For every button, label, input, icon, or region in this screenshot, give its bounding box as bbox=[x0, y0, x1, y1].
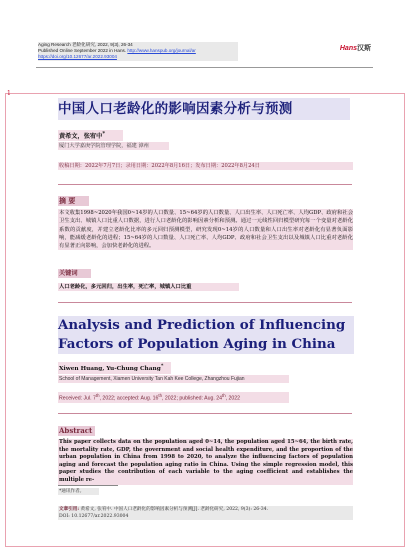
divider-top bbox=[58, 184, 352, 185]
published-sup: th bbox=[222, 393, 226, 398]
journal-header bbox=[38, 42, 238, 61]
chinese-affiliation: 厦门大学嘉庚学院管理学院，福建 漳州 bbox=[58, 142, 169, 150]
citation-label: 文章引用: bbox=[59, 507, 80, 512]
published-online-text: Published Online September 2022 in Hans. bbox=[38, 48, 128, 54]
chinese-title: 中国人口老龄化的影响因素分析与预测 bbox=[58, 98, 350, 120]
header-divider bbox=[36, 67, 373, 68]
english-title: Analysis and Prediction of Influencing Factors of Population Aging in China bbox=[58, 316, 354, 354]
corresponding-author-footnote: *通讯作者。 bbox=[58, 488, 99, 495]
english-authors bbox=[58, 362, 171, 374]
journal-citation-line: Aging Research 老龄化研究, 2022, 9(3), 26-34 bbox=[38, 42, 133, 47]
journal-url-link[interactable]: http://www.hanspub.org/journal/ar bbox=[127, 48, 196, 54]
hans-publisher-logo bbox=[340, 43, 371, 53]
doi-link[interactable]: https://doi.org/10.12677/ar.2022.93004 bbox=[38, 54, 117, 60]
citation-text: 黄希文, 张宥中. 中国人口老龄化的影响因素分析与预测[J]. 老龄化研究, 2022, 9(3): 26-34. bbox=[79, 507, 269, 512]
frame-marker: 1 bbox=[7, 90, 11, 97]
english-abstract-body: This paper collects data on the population aged 0~14, the population aged 15~64, the birth rate, the mortality rate, GDP, the government and social health expenditure, and the proportion of the urban population in China from 1998 to 2020, to analyze the influencing factors of population aging and forecast the population aging ratio in China. Using the simple regression model, this paper studies the contribution of each variable to the aging coefficient and establishes the multiple re- bbox=[59, 439, 353, 483]
english-affiliation: School of Management, Xiamen University Tan Kah Kee College, Zhangzhou Fujian bbox=[58, 375, 289, 383]
accepted-date: , 2022; accepted: Aug. 16 bbox=[99, 395, 159, 402]
english-abstract-heading: Abstract bbox=[58, 426, 95, 436]
chinese-abstract-heading: 摘 要 bbox=[58, 196, 89, 206]
chinese-keywords-heading: 关键词 bbox=[58, 269, 91, 278]
published-date: , 2022; published: Aug. 24 bbox=[162, 395, 223, 402]
chinese-keywords-body: 人口老龄化，多元回归，出生率，死亡率，城镇人口比重 bbox=[58, 283, 239, 291]
chinese-authors bbox=[58, 130, 123, 141]
divider-middle bbox=[58, 302, 352, 303]
divider-lower bbox=[58, 413, 352, 414]
english-author-names: Xiwen Huang, Yu-Chung Chang bbox=[59, 365, 161, 372]
english-dates bbox=[58, 392, 289, 403]
chinese-dates: 收稿日期：2022年7月7日；录用日期：2022年8月16日；发布日期：2022年8月24日 bbox=[58, 162, 353, 170]
logo-cn-text: 汉斯 bbox=[357, 45, 371, 52]
dates-tail: , 2022 bbox=[225, 395, 241, 402]
doi-line bbox=[38, 54, 238, 60]
chinese-abstract-body: 本文收集1998~2020年我国0~14岁的人口数量、15~64岁的人口数量、人口出生率、人口死亡率、人均GDP、政府和社会卫生支出、城镇人口比重人口数据，进行人口老龄化的影响因素分析和预测。通过一元线性回归模型研究每一个变量对老龄化系数的贡献度，并建立老龄化比率的多元回归预测模型，研究发现0~14岁的人口数量和人口出生率对老龄化有显著负面影响，能减缓老龄化的进程；15~64岁的人口数量、人口死亡率、人均GDP、政府和社会卫生支出以及城镇人口比重对老龄化有显著正向影响，会加快老龄化的进程。 bbox=[59, 210, 353, 250]
footnote-divider bbox=[58, 485, 118, 486]
received-sup: th bbox=[95, 393, 100, 398]
logo-han-text: Hans bbox=[339, 45, 357, 52]
english-corresponding-mark: * bbox=[160, 363, 164, 369]
corresponding-mark: * bbox=[102, 131, 106, 137]
accepted-sup: th bbox=[158, 393, 163, 398]
citation-doi: DOI: 10.12677/ar.2022.93004 bbox=[59, 514, 129, 519]
received-date: Received: Jul. 7 bbox=[59, 395, 96, 402]
article-citation bbox=[58, 506, 353, 520]
chinese-author-names: 黄希文，张宥中 bbox=[59, 133, 103, 141]
